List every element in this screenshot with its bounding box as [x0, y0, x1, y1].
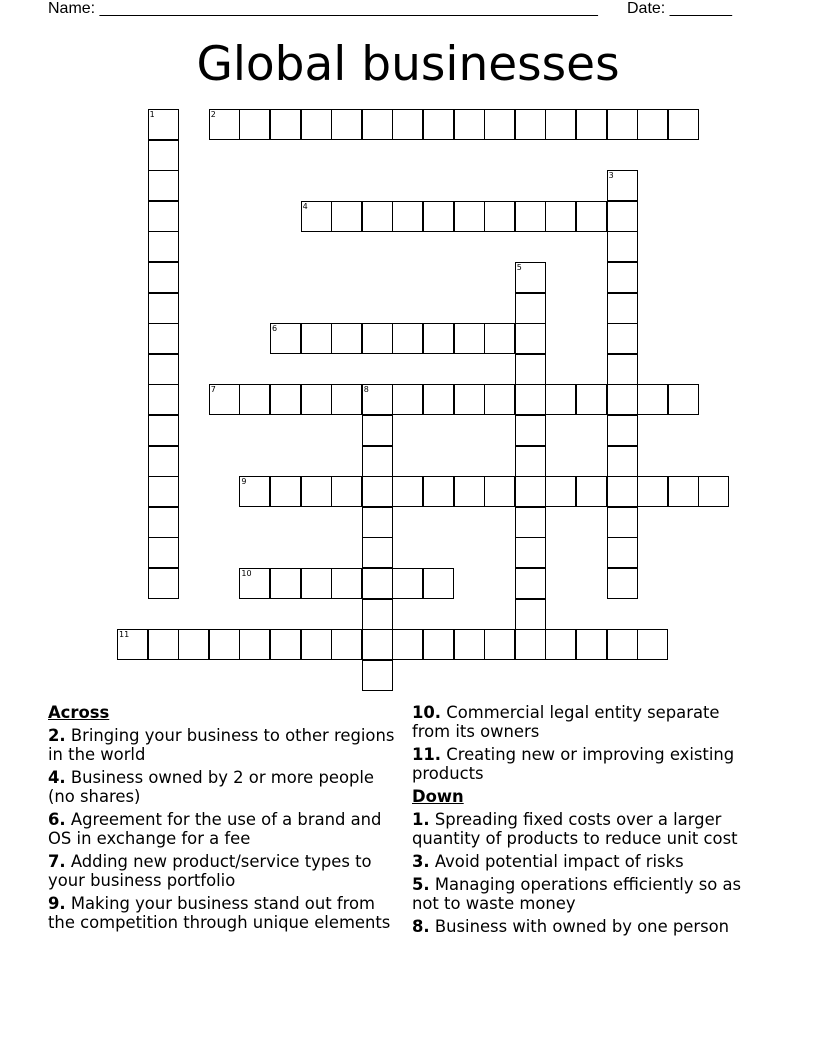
grid-cell[interactable]	[148, 109, 179, 140]
grid-cell[interactable]	[362, 507, 393, 538]
across-heading: Across	[48, 703, 110, 722]
grid-cell[interactable]	[484, 384, 515, 415]
grid-cell[interactable]	[331, 323, 362, 354]
grid-cell[interactable]	[148, 231, 179, 262]
clue-number: 5.	[412, 875, 430, 894]
clue-number-label: 5	[516, 263, 522, 272]
grid-cell[interactable]	[362, 568, 393, 599]
grid-cell[interactable]	[239, 568, 270, 599]
grid-cell[interactable]	[545, 476, 576, 507]
grid-cell[interactable]	[637, 109, 668, 140]
grid-cell[interactable]	[362, 201, 393, 232]
clue-down-1	[412, 810, 762, 848]
grid-cell[interactable]	[454, 109, 485, 140]
down-heading: Down	[412, 787, 464, 806]
clue-across-11	[412, 745, 762, 783]
grid-cell[interactable]	[148, 507, 179, 538]
clue-number-label: 7	[210, 385, 216, 395]
grid-cell[interactable]	[576, 109, 607, 140]
clue-text: Business with owned by one person	[429, 917, 730, 936]
grid-cell[interactable]	[392, 201, 423, 232]
grid-cell[interactable]	[270, 476, 301, 507]
clue-down-8	[412, 917, 762, 936]
grid-cell[interactable]	[454, 201, 485, 232]
grid-cell[interactable]	[392, 109, 423, 140]
grid-cell[interactable]	[148, 293, 179, 324]
grid-cell[interactable]	[362, 109, 393, 140]
grid-cell[interactable]	[331, 476, 362, 507]
grid-cell[interactable]	[239, 109, 270, 140]
grid-cell[interactable]	[545, 384, 576, 415]
grid-cell[interactable]	[484, 109, 515, 140]
clue-across-10	[412, 703, 762, 741]
grid-cell[interactable]	[637, 384, 668, 415]
grid-cell[interactable]	[270, 323, 301, 354]
name-field[interactable]: Name: ________________________________________________________	[48, 0, 598, 17]
clue-number-label: 6	[272, 324, 278, 334]
clue-number-label: 1	[149, 110, 155, 119]
grid-cell[interactable]	[362, 629, 393, 660]
grid-cell[interactable]	[607, 109, 638, 140]
grid-cell[interactable]	[148, 323, 179, 354]
grid-cell[interactable]	[392, 568, 423, 599]
clue-across-4	[48, 768, 398, 806]
grid-cell[interactable]	[148, 446, 179, 477]
grid-cell[interactable]	[423, 568, 454, 599]
grid-cell[interactable]	[454, 476, 485, 507]
grid-cell[interactable]	[668, 384, 699, 415]
grid-cell[interactable]	[331, 384, 362, 415]
grid-cell[interactable]	[515, 293, 546, 324]
grid-cell[interactable]	[148, 476, 179, 507]
grid-cell[interactable]	[454, 323, 485, 354]
clue-down-3	[412, 852, 762, 871]
grid-cell[interactable]	[515, 415, 546, 446]
clue-text: Making your business stand out from the competition through unique elements	[48, 894, 391, 932]
clue-number: 11.	[412, 745, 442, 764]
grid-cell[interactable]	[515, 384, 546, 415]
grid-cell[interactable]	[239, 476, 270, 507]
grid-cell[interactable]	[148, 262, 179, 293]
grid-cell[interactable]	[668, 476, 699, 507]
grid-cell[interactable]	[331, 201, 362, 232]
grid-cell[interactable]	[362, 384, 393, 415]
grid-cell[interactable]	[607, 629, 638, 660]
grid-cell[interactable]	[362, 599, 393, 630]
grid-cell[interactable]	[148, 201, 179, 232]
grid-cell[interactable]	[698, 476, 729, 507]
grid-cell[interactable]	[362, 537, 393, 568]
grid-cell[interactable]	[607, 354, 638, 385]
grid-cell[interactable]	[515, 323, 546, 354]
grid-cell[interactable]	[515, 354, 546, 385]
clue-text: Managing operations efficiently so as not to waste money	[412, 875, 742, 913]
grid-cell[interactable]	[148, 568, 179, 599]
clue-number: 7.	[48, 852, 66, 871]
grid-cell[interactable]	[301, 476, 332, 507]
grid-cell[interactable]	[515, 629, 546, 660]
grid-cell[interactable]	[423, 109, 454, 140]
grid-cell[interactable]	[515, 507, 546, 538]
grid-cell[interactable]	[331, 568, 362, 599]
grid-cell[interactable]	[607, 170, 638, 201]
grid-cell[interactable]	[331, 629, 362, 660]
grid-cell[interactable]	[148, 170, 179, 201]
grid-cell[interactable]	[148, 354, 179, 385]
grid-cell[interactable]	[545, 629, 576, 660]
grid-cell[interactable]	[576, 201, 607, 232]
grid-cell[interactable]	[637, 629, 668, 660]
clue-number: 10.	[412, 703, 442, 722]
clue-text: Creating new or improving existing products	[412, 745, 735, 783]
grid-cell[interactable]	[484, 323, 515, 354]
grid-cell[interactable]	[484, 476, 515, 507]
clues-left-column	[48, 703, 398, 936]
grid-cell[interactable]	[545, 201, 576, 232]
grid-cell[interactable]	[515, 537, 546, 568]
clue-text: Spreading fixed costs over a larger quantity of products to reduce unit cost	[412, 810, 738, 848]
clue-text: Adding new product/service types to your business portfolio	[48, 852, 372, 890]
grid-cell[interactable]	[301, 201, 332, 232]
clue-number: 9.	[48, 894, 66, 913]
grid-cell[interactable]	[209, 629, 240, 660]
grid-cell[interactable]	[607, 323, 638, 354]
grid-cell[interactable]	[454, 629, 485, 660]
grid-cell[interactable]	[331, 109, 362, 140]
grid-cell[interactable]	[362, 323, 393, 354]
grid-cell[interactable]	[515, 262, 546, 293]
grid-cell[interactable]	[607, 201, 638, 232]
grid-cell[interactable]	[515, 476, 546, 507]
grid-cell[interactable]	[209, 384, 240, 415]
grid-cell[interactable]	[423, 476, 454, 507]
grid-cell[interactable]	[423, 201, 454, 232]
clue-number-label: 10	[241, 569, 252, 578]
grid-cell[interactable]	[148, 384, 179, 415]
clue-text: Bringing your business to other regions in the world	[48, 726, 395, 764]
grid-cell[interactable]	[362, 415, 393, 446]
clue-number-label: 11	[119, 630, 130, 640]
grid-cell[interactable]	[392, 476, 423, 507]
grid-cell[interactable]	[576, 476, 607, 507]
clue-number: 3.	[412, 852, 430, 871]
clue-down-5	[412, 875, 762, 913]
grid-cell[interactable]	[515, 201, 546, 232]
grid-cell[interactable]	[607, 537, 638, 568]
grid-cell[interactable]	[301, 568, 332, 599]
grid-cell[interactable]	[148, 537, 179, 568]
grid-cell[interactable]	[301, 629, 332, 660]
grid-cell[interactable]	[270, 568, 301, 599]
grid-cell[interactable]	[301, 384, 332, 415]
grid-cell[interactable]	[484, 629, 515, 660]
grid-cell[interactable]	[607, 384, 638, 415]
grid-cell[interactable]	[484, 201, 515, 232]
grid-cell[interactable]	[668, 109, 699, 140]
clue-number: 8.	[412, 917, 430, 936]
grid-cell[interactable]	[607, 293, 638, 324]
clue-across-9	[48, 894, 398, 932]
date-field[interactable]: Date: _______	[627, 0, 732, 17]
grid-cell[interactable]	[545, 109, 576, 140]
grid-cell[interactable]	[209, 109, 240, 140]
grid-cell[interactable]	[239, 629, 270, 660]
grid-cell[interactable]	[270, 109, 301, 140]
grid-cell[interactable]	[117, 629, 148, 660]
grid-cell[interactable]	[576, 629, 607, 660]
page-title: Global businesses	[196, 37, 620, 92]
clue-across-6	[48, 810, 398, 848]
grid-cell[interactable]	[607, 262, 638, 293]
clue-number-label: 4	[302, 201, 308, 211]
clue-number: 1.	[412, 810, 430, 829]
clue-number: 2.	[48, 726, 66, 745]
grid-cell[interactable]	[423, 323, 454, 354]
clue-text: Agreement for the use of a brand and OS in exchange for a fee	[48, 810, 382, 848]
grid-cell[interactable]	[270, 629, 301, 660]
clues-right-column	[412, 703, 762, 940]
grid-cell[interactable]	[637, 476, 668, 507]
grid-cell[interactable]	[362, 660, 393, 691]
grid-cell[interactable]	[362, 446, 393, 477]
clue-across-2	[48, 726, 398, 764]
grid-cell[interactable]	[148, 629, 179, 660]
grid-cell[interactable]	[607, 568, 638, 599]
grid-cell[interactable]	[607, 446, 638, 477]
grid-cell[interactable]	[270, 384, 301, 415]
grid-cell[interactable]	[178, 629, 209, 660]
grid-cell[interactable]	[607, 231, 638, 262]
clue-text: Avoid potential impact of risks	[429, 852, 684, 871]
clue-number: 4.	[48, 768, 66, 787]
clue-number-label: 3	[608, 171, 614, 181]
grid-cell[interactable]	[239, 384, 270, 415]
grid-cell[interactable]	[148, 415, 179, 446]
grid-cell[interactable]	[392, 629, 423, 660]
clue-number-label: 9	[241, 477, 247, 487]
clue-number-label: 8	[363, 385, 369, 395]
clue-number-label: 2	[210, 110, 216, 119]
clue-text: Business owned by 2 or more people (no shares)	[48, 768, 375, 806]
grid-cell[interactable]	[423, 629, 454, 660]
grid-cell[interactable]	[392, 323, 423, 354]
grid-cell[interactable]	[301, 323, 332, 354]
clue-number: 6.	[48, 810, 66, 829]
grid-cell[interactable]	[607, 507, 638, 538]
grid-cell[interactable]	[515, 446, 546, 477]
grid-cell[interactable]	[454, 384, 485, 415]
grid-cell[interactable]	[301, 109, 332, 140]
grid-cell[interactable]	[576, 384, 607, 415]
grid-cell[interactable]	[515, 109, 546, 140]
grid-cell[interactable]	[607, 476, 638, 507]
grid-cell[interactable]	[607, 415, 638, 446]
grid-cell[interactable]	[423, 384, 454, 415]
grid-cell[interactable]	[392, 384, 423, 415]
grid-cell[interactable]	[515, 599, 546, 630]
clue-text: Commercial legal entity separate from its owners	[412, 703, 720, 741]
clue-across-7	[48, 852, 398, 890]
grid-cell[interactable]	[362, 476, 393, 507]
grid-cell[interactable]	[148, 140, 179, 171]
grid-cell[interactable]	[515, 568, 546, 599]
